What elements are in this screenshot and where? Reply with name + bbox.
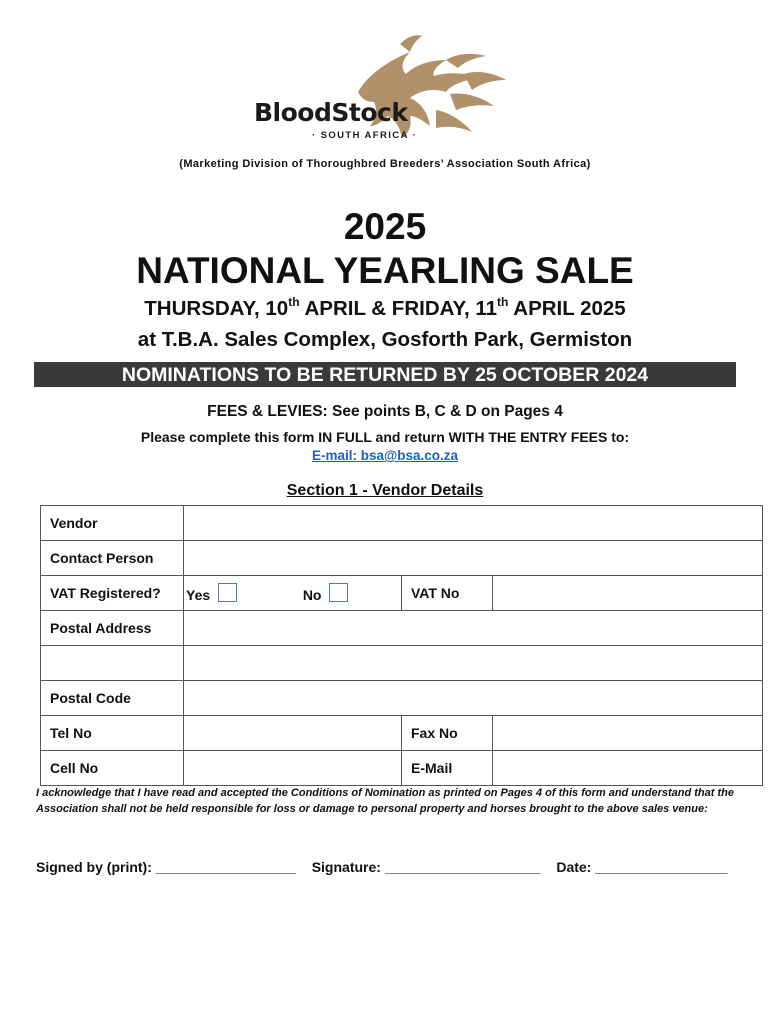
postal-address-label: Postal Address (41, 611, 184, 646)
email-label: E-Mail (402, 751, 493, 786)
date-field[interactable]: Date: _________________ (556, 859, 728, 875)
contact-person-label: Contact Person (41, 541, 184, 576)
cell-field[interactable] (184, 751, 402, 786)
cell-label: Cell No (41, 751, 184, 786)
table-row (41, 681, 763, 716)
vat-no-label: VAT No (402, 576, 493, 611)
table-row (41, 541, 763, 576)
table-row (41, 646, 763, 681)
vat-no-field[interactable] (493, 576, 763, 611)
tel-field[interactable] (184, 716, 402, 751)
vendor-details-table (40, 505, 763, 786)
email-link[interactable]: E-mail: bsa@bsa.co.za (312, 448, 458, 463)
page-title: NATIONAL YEARLING SALE (136, 250, 634, 291)
contact-person-field[interactable] (184, 541, 763, 576)
sale-dates (0, 297, 770, 321)
section-title: Section 1 - Vendor Details (286, 482, 484, 499)
yes-label: Yes (186, 587, 211, 603)
instructions: Please complete this form IN FULL and return WITH THE ENTRY FEES to: (140, 429, 630, 445)
dates-sup-2: th (497, 295, 509, 309)
fees-note: FEES & LEVIES: See points B, C & D on Pages 4 (207, 403, 563, 420)
postal-address-label-blank (41, 646, 184, 681)
sale-venue: at T.B.A. Sales Complex, Gosforth Park, Germiston (137, 328, 633, 351)
yes-checkbox[interactable] (218, 583, 237, 602)
vat-registered-label: VAT Registered? (41, 576, 184, 611)
dates-sup-1: th (288, 295, 300, 309)
dates-part-1: THURSDAY, 10 (144, 297, 289, 320)
signature-row (36, 859, 756, 875)
signature-field[interactable]: Signature: ____________________ (311, 859, 541, 875)
vendor-field[interactable] (184, 506, 763, 541)
no-checkbox[interactable] (329, 583, 348, 602)
table-row (41, 751, 763, 786)
email-field[interactable] (493, 751, 763, 786)
table-row (41, 576, 763, 611)
postal-code-label: Postal Code (41, 681, 184, 716)
vendor-label: Vendor (41, 506, 184, 541)
logo-name: BloodStock (254, 98, 408, 127)
sale-year: 2025 (343, 206, 427, 247)
table-row (41, 716, 763, 751)
logo-subname: · SOUTH AFRICA · (312, 130, 418, 141)
signed-by-field[interactable]: Signed by (print): __________________ (36, 859, 296, 875)
postal-code-field[interactable] (184, 681, 763, 716)
postal-address-field[interactable] (184, 611, 763, 646)
fax-field[interactable] (493, 716, 763, 751)
dates-part-2: APRIL & FRIDAY, 11 (299, 297, 498, 320)
tel-label: Tel No (41, 716, 184, 751)
table-row (41, 506, 763, 541)
dates-part-3: APRIL 2025 (508, 297, 626, 320)
subtitle: (Marketing Division of Thoroughbred Breeders’ Association South Africa) (179, 158, 591, 170)
bloodstock-logo (250, 30, 520, 145)
deadline-banner: NOMINATIONS TO BE RETURNED BY 25 OCTOBER 2024 (34, 362, 736, 387)
horse-head-icon (250, 30, 520, 145)
fax-label: Fax No (402, 716, 493, 751)
postal-address-field-2[interactable] (184, 646, 763, 681)
no-label: No (302, 587, 322, 603)
table-row (41, 611, 763, 646)
vat-registered-options (184, 576, 402, 611)
acknowledgement-text: I acknowledge that I have read and accepted the Conditions of Nomination as printed on Pages 4 of this form and understand that the Association shall not be held responsible for loss or damage to personal property and horses brought to the above sales venue: (36, 787, 734, 815)
